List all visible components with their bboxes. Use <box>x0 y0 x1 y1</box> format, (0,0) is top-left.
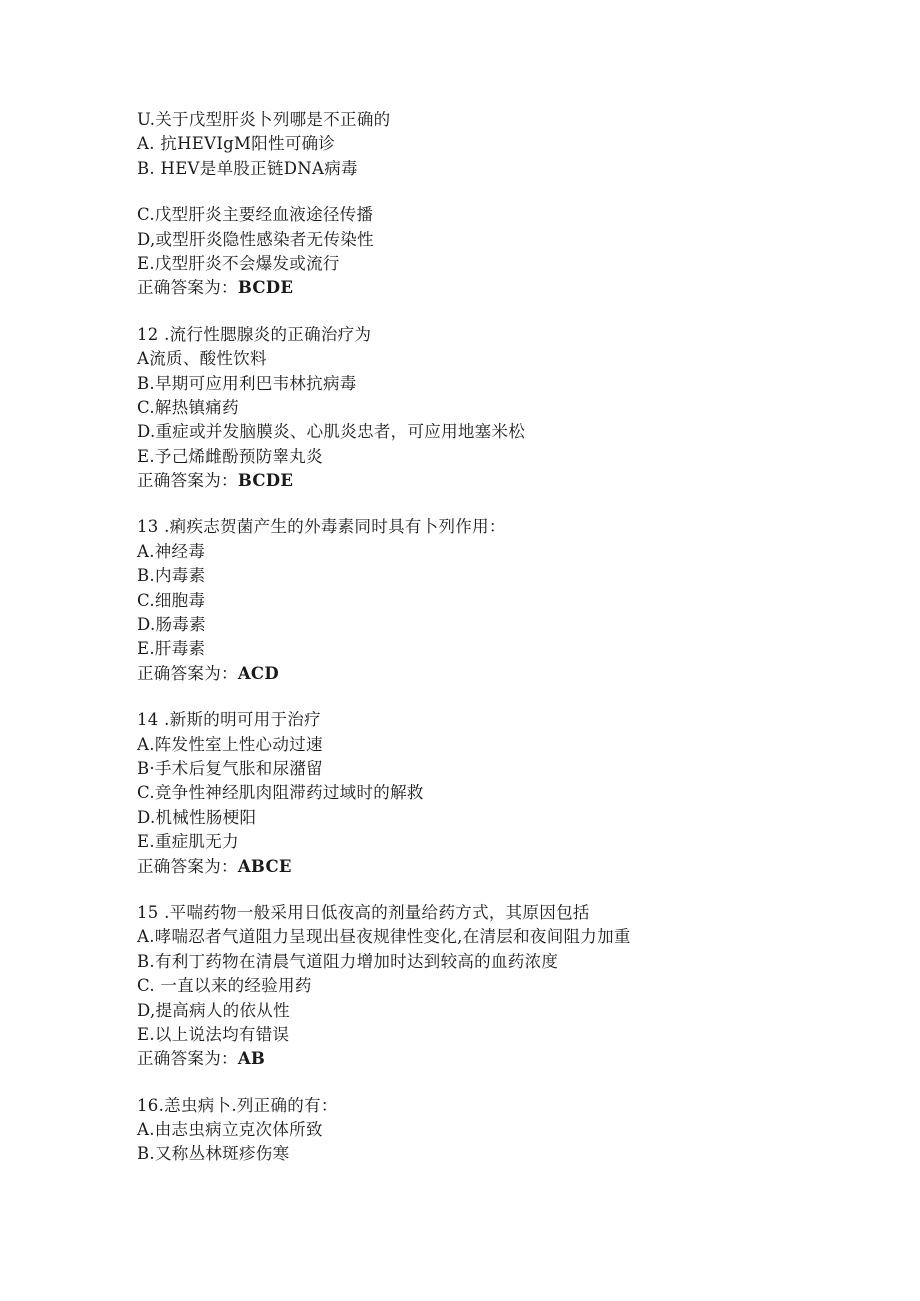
spacer <box>137 301 837 323</box>
option-a: A.由志虫病立克次体所致 <box>137 1120 323 1140</box>
question-block <box>137 901 837 1072</box>
answer-value: ACD <box>237 663 279 683</box>
option-c: C. 一直以来的经验用药 <box>137 976 312 996</box>
answer-label: 正确答案为： <box>137 663 238 683</box>
question-stem: U.关于戊型肝炎卜列哪是不正确的 <box>137 110 391 129</box>
answer-value: BCDE <box>237 278 294 298</box>
answer-line <box>137 276 837 300</box>
spacer <box>137 493 837 515</box>
option-a: A.哮喘忍者气道阻力呈现出昼夜规律性变化,在清层和夜间阻力加重 <box>137 927 631 947</box>
option-e: E.予己烯雌酚预防睾丸炎 <box>137 446 323 466</box>
spacer <box>137 1072 837 1094</box>
question-stem: 13 .痢疾志贺菌产生的外毒素同时具有卜列作用： <box>137 517 506 537</box>
question-block <box>137 108 837 301</box>
option-a: A.阵发性室上性心动过速 <box>137 734 323 754</box>
option-e: E.以上说法均有错误 <box>137 1024 290 1044</box>
question-stem: 16.恙虫病卜.列正确的有： <box>137 1095 338 1115</box>
answer-label: 正确答案为： <box>137 278 238 298</box>
answer-value: AB <box>237 1049 266 1069</box>
answer-value: ABCE <box>237 856 292 876</box>
question-block <box>137 515 837 686</box>
answer-line <box>137 662 837 686</box>
answer-label: 正确答案为： <box>137 856 238 876</box>
option-c: C.细胞毒 <box>137 590 206 610</box>
answer-value: BCDE <box>237 471 294 491</box>
spacer <box>137 879 837 901</box>
blank-line <box>137 181 837 203</box>
spacer <box>137 686 837 708</box>
question-block <box>137 323 837 494</box>
option-c: C.竞争性神经肌肉阻滞药过域时的解救 <box>137 783 424 803</box>
answer-label: 正确答案为： <box>137 1049 238 1069</box>
question-stem: 15 .平喘药物一般采用日低夜高的剂量给药方式，其原因包括 <box>137 902 590 922</box>
answer-line <box>137 1047 837 1071</box>
option-b: B.早期可应用利巴韦林抗病毒 <box>137 373 357 393</box>
option-c: C.解热镇痛药 <box>137 397 239 417</box>
option-d: D,提高病人的依从性 <box>137 1000 290 1020</box>
question-block <box>137 1094 837 1167</box>
option-a: A. 抗HEVIgM阳性可确诊 <box>137 134 336 154</box>
option-b: B·手术后复气胀和尿潴留 <box>137 758 323 778</box>
option-c: C.戊型肝炎主要经血液途径传播 <box>137 205 374 225</box>
option-b: B.内毒素 <box>137 566 206 586</box>
option-e: E.重症肌无力 <box>137 832 239 852</box>
document-page <box>137 108 837 1167</box>
answer-label: 正确答案为： <box>137 471 238 491</box>
answer-line <box>137 855 837 879</box>
question-stem: 14 .新斯的明可用于治疗 <box>137 710 321 730</box>
option-a: A流质、酸性饮料 <box>137 349 267 369</box>
option-d: D.重症或并发脑膜炎、心肌炎忠者，可应用地塞米松 <box>137 422 526 442</box>
option-b: B. HEV是单股正链DNA病毒 <box>137 158 358 178</box>
option-d: D.机械性肠梗阳 <box>137 807 257 827</box>
option-b: B.又称丛林斑疹伤寒 <box>137 1144 290 1164</box>
option-d: D.肠毒素 <box>137 615 206 635</box>
question-stem: 12 .流行性腮腺炎的正确治疗为 <box>137 324 372 344</box>
answer-line <box>137 469 837 493</box>
option-a: A.神经毒 <box>137 541 206 561</box>
option-d: D,或型肝炎隐性感染者无传染性 <box>137 229 374 249</box>
option-e: E.肝毒素 <box>137 639 206 659</box>
question-block <box>137 708 837 879</box>
option-b: B.有利丁药物在清晨气道阻力增加时达到较高的血药浓度 <box>137 951 559 971</box>
option-e: E.戊型肝炎不会爆发或流行 <box>137 253 340 273</box>
